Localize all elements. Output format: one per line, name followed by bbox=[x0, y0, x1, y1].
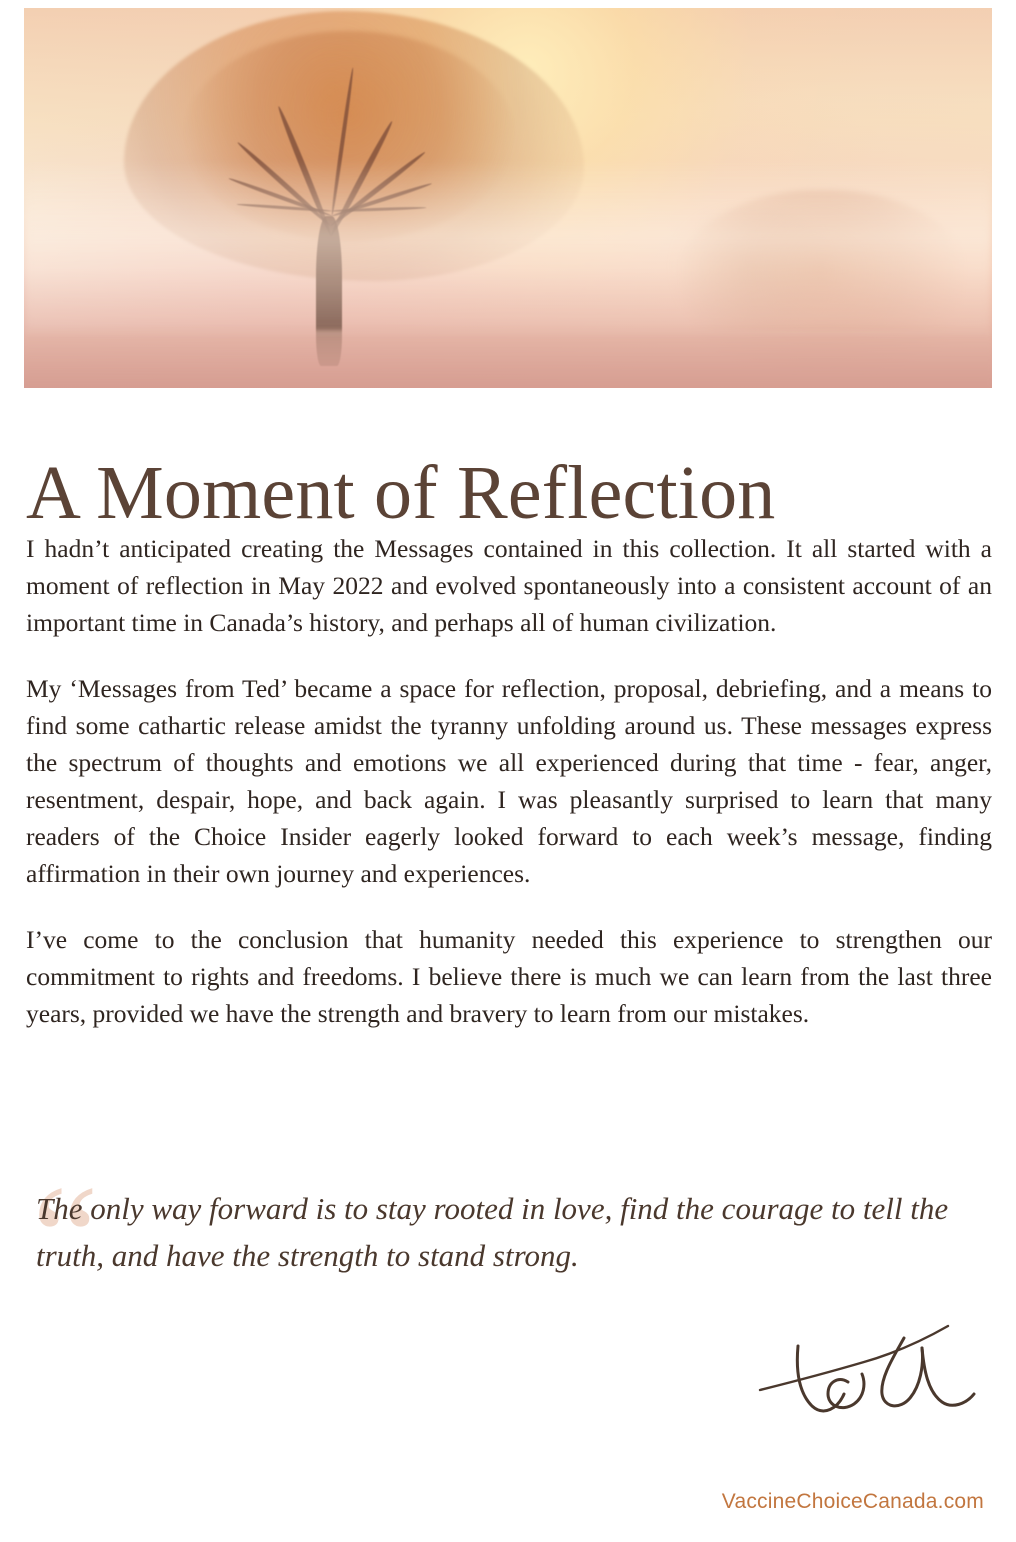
quote-mark-icon: “ bbox=[32, 1155, 99, 1321]
paragraph-2: My ‘Messages from Ted’ became a space for reflection, proposal, debriefing, and a means to find some cathartic release amidst the tyranny unfolding around us. These messages express the spectrum of thoughts and emotions we all experienced during that time - fear, anger, resentment, despair, hope, and back again. I was pleasantly surprised to learn that many readers of the Choice Insider eagerly looked forward to each week’s message, finding affirmation in their own journey and experiences. bbox=[26, 674, 992, 888]
body-text bbox=[26, 530, 992, 1032]
pull-quote bbox=[26, 1155, 976, 1321]
page-title: A Moment of Reflection bbox=[26, 450, 776, 535]
website-url[interactable]: VaccineChoiceCanada.com bbox=[721, 1490, 984, 1513]
signature-ted bbox=[752, 1320, 982, 1430]
paragraph-1: I hadn’t anticipated creating the Messages contained in this collection. It all started with a moment of reflection in May 2022 and evolved spontaneously into a consistent account of an important time in Canada’s history, and perhaps all of human civilization. bbox=[26, 534, 992, 637]
water-reflection bbox=[24, 330, 992, 388]
paragraph-3: I’ve come to the conclusion that humanity needed this experience to strengthen our commitment to rights and freedoms. I believe there is much we can learn from the last three years, provided we have the strength and bravery to learn from our mistakes. bbox=[26, 925, 992, 1028]
hero-image bbox=[24, 8, 992, 388]
pull-quote-text: The only way forward is to stay rooted in love, find the courage to tell the truth, and have the strength to stand strong. bbox=[36, 1191, 949, 1273]
mist-overlay bbox=[24, 160, 992, 331]
